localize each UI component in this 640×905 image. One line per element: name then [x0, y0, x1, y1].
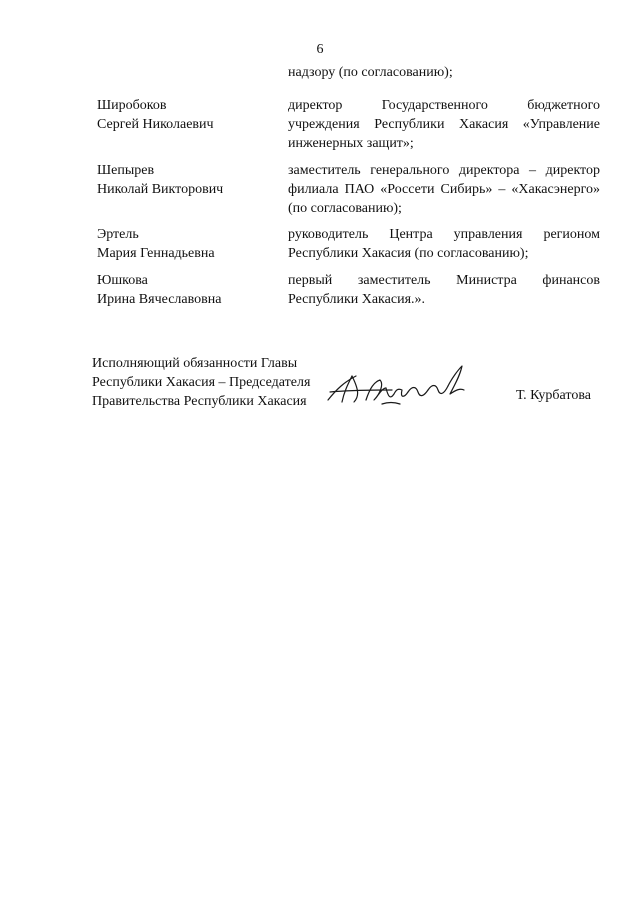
entry-given-names: Николай Викторович: [97, 182, 224, 197]
entry-surname: Эртель: [97, 227, 139, 242]
continuation-line: надзору (по согласованию);: [288, 65, 453, 80]
entry-description-1: директор Государственного бюджетного учреждения Республики Хакасия «Управление инженерных защит»;: [288, 98, 600, 151]
position-line: Исполняющий обязанности Главы: [92, 356, 298, 371]
entry-given-names: Мария Геннадьевна: [97, 246, 215, 261]
handwritten-signature: [322, 360, 470, 412]
position-line: Республики Хакасия – Председателя: [92, 375, 311, 390]
entry-name-1: [97, 96, 282, 134]
entry-name-4: [97, 271, 282, 309]
entry-name-3: [97, 225, 282, 263]
signer-name: Т. Курбатова: [516, 388, 591, 403]
entry-surname: Шепырев: [97, 163, 155, 178]
entry-name-2: [97, 161, 282, 199]
entry-description-2: заместитель генерального директора – директор филиала ПАО «Россети Сибирь» – «Хакасэнерго» (по согласованию);: [288, 163, 600, 216]
position-line: Правительства Республики Хакасия: [92, 394, 307, 409]
entry-surname: Широбоков: [97, 98, 167, 113]
entry-given-names: Сергей Николаевич: [97, 117, 214, 132]
signatory-position: [92, 354, 332, 411]
entry-surname: Юшкова: [97, 273, 148, 288]
page-number: 6: [316, 42, 324, 57]
entry-given-names: Ирина Вячеславовна: [97, 292, 222, 307]
entry-description-3: руководитель Центра управления регионом Республики Хакасия (по согласованию);: [288, 227, 600, 261]
entry-description-4: первый заместитель Министра финансов Республики Хакасия.».: [288, 273, 600, 307]
